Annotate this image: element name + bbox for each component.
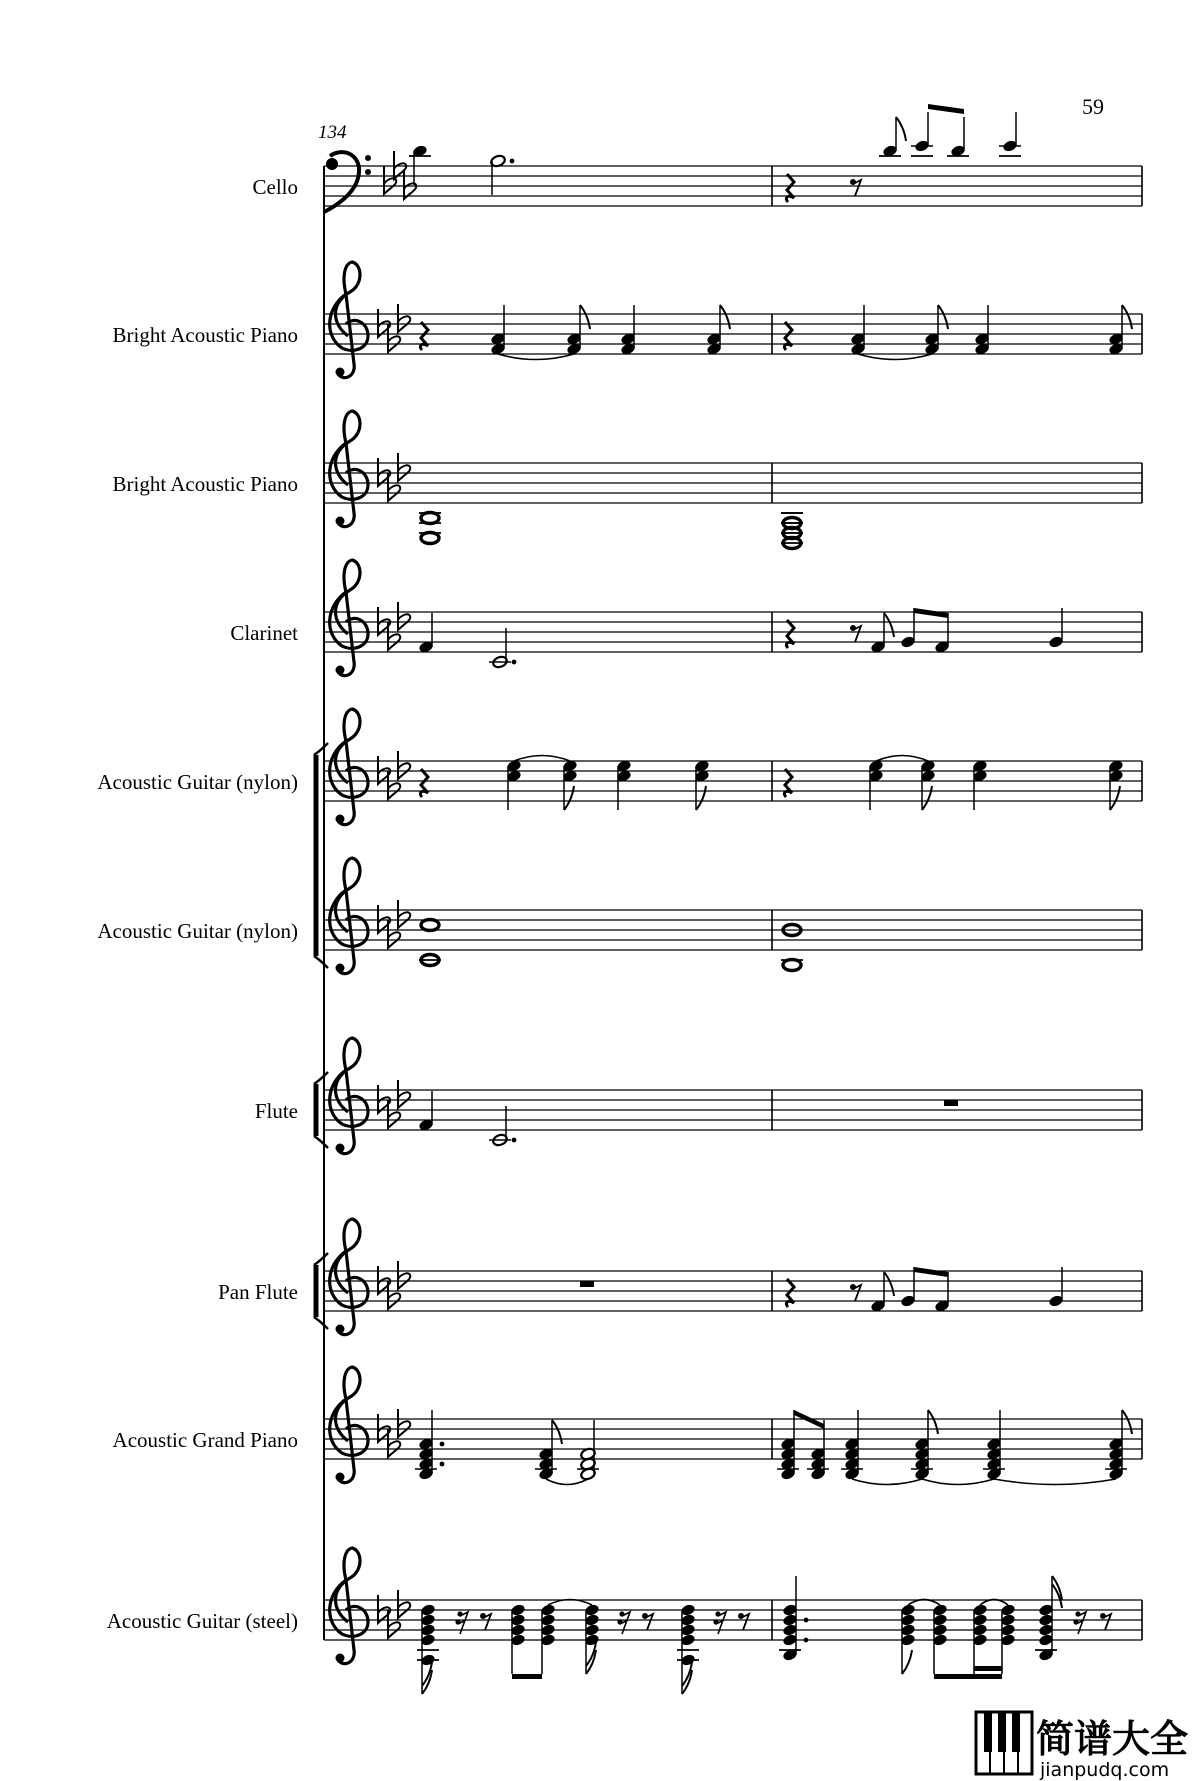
eighth-rest-icon (738, 1613, 749, 1630)
treble-clef-icon (330, 1038, 368, 1154)
watermark-logo-text: 简谱大全 (1036, 1717, 1189, 1761)
staff-nylon-guitar-2 (324, 858, 1142, 974)
eighth-rest-icon (850, 179, 861, 196)
eighth-rest-icon (1100, 1613, 1111, 1630)
staff-label-pan-flute: Pan Flute (218, 1280, 298, 1304)
treble-clef-icon (330, 1219, 368, 1335)
watermark-url: jianpudq.com (1040, 1759, 1170, 1781)
measure-number: 134 (318, 122, 347, 143)
treble-clef-icon (330, 411, 368, 527)
note-flag (720, 305, 730, 329)
bracket-pan-flute-hook (314, 1317, 328, 1329)
whole-note (421, 920, 439, 931)
dot (440, 1442, 445, 1447)
quarter-rest-icon (784, 322, 792, 350)
note-flag (884, 613, 894, 637)
flat-icon (398, 1261, 410, 1289)
dot (804, 1638, 809, 1643)
dot (440, 1462, 445, 1467)
beam (914, 608, 948, 618)
eighth-rest-icon (642, 1613, 653, 1630)
note-flag (1110, 786, 1120, 810)
beam (914, 1267, 948, 1277)
note-flag (884, 1272, 894, 1296)
eighth-rest-icon (850, 625, 861, 642)
tie (514, 756, 570, 762)
notes-layer (409, 104, 1132, 1694)
note-flag (896, 117, 906, 141)
staff-label-cello: Cello (252, 175, 298, 199)
note-flag (564, 786, 574, 810)
note-flag (922, 786, 932, 810)
whole-rest-icon (944, 1100, 958, 1106)
tie (994, 1479, 1116, 1485)
note-flag (696, 786, 706, 810)
staff-flute (324, 1038, 1142, 1154)
note-flag (586, 1650, 596, 1674)
staff-label-nylon-guitar-2: Acoustic Guitar (nylon) (97, 919, 298, 943)
note-flag (1122, 1410, 1132, 1434)
whole-note (421, 513, 439, 524)
staff-nylon-guitar-1 (324, 709, 1142, 825)
bracket-nylon-guitars-hook (314, 956, 328, 968)
note-flag (682, 1670, 692, 1694)
staff-steel-guitar (324, 1548, 1142, 1664)
quarter-rest-icon (420, 769, 428, 797)
tie (858, 354, 932, 360)
staff-label-nylon-guitar-1: Acoustic Guitar (nylon) (97, 770, 298, 794)
treble-clef-icon (330, 858, 368, 974)
staff-label-grand-piano: Acoustic Grand Piano (112, 1428, 298, 1452)
quarter-rest-icon (786, 620, 794, 648)
tie (498, 354, 574, 360)
tie (876, 756, 928, 762)
quarter-rest-icon (420, 322, 428, 350)
dot (804, 1618, 809, 1623)
staff-label-flute: Flute (254, 1099, 298, 1123)
staff-label-steel-guitar: Acoustic Guitar (steel) (106, 1609, 298, 1633)
tie (546, 1479, 588, 1485)
treble-clef-icon (330, 1367, 368, 1483)
treble-clef-icon (330, 262, 368, 378)
beam (934, 1674, 1002, 1679)
staff-cello (324, 151, 1142, 212)
watermark-logo (976, 1712, 1188, 1781)
whole-note (421, 533, 439, 544)
note-flag (1122, 305, 1132, 329)
beam (974, 1666, 1002, 1671)
tie (922, 1479, 994, 1485)
note-flag (580, 305, 590, 329)
note-flag (938, 305, 948, 329)
eighth-rest-icon (480, 1613, 491, 1630)
staff-bright-piano-1 (324, 262, 1142, 378)
flat-icon (398, 1409, 410, 1437)
dot (512, 1138, 517, 1143)
flat-icon (398, 453, 410, 481)
bass-clef-icon (324, 152, 371, 212)
treble-clef-icon (330, 1548, 368, 1664)
staff-label-clarinet: Clarinet (230, 621, 298, 645)
staff-label-bright-piano-2: Bright Acoustic Piano (112, 472, 298, 496)
bracket-flute-hook (314, 1072, 328, 1084)
staff-grand-piano (324, 1367, 1142, 1483)
piano-keys-icon (976, 1712, 1032, 1774)
note-flag (422, 1670, 432, 1694)
page-number: 59 (1082, 94, 1104, 119)
note-flag (1052, 1576, 1062, 1600)
treble-clef-icon (330, 560, 368, 676)
note-flag (552, 1420, 562, 1444)
staves-layer (314, 151, 1142, 1664)
eighth-rest-icon (850, 1284, 861, 1301)
whole-note (783, 960, 801, 971)
staff-bright-piano-2 (324, 411, 1142, 527)
staff-label-bright-piano-1: Bright Acoustic Piano (112, 323, 298, 347)
flat-icon (398, 304, 410, 332)
whole-rest-icon (580, 1281, 594, 1287)
bracket-nylon-guitars-hook (314, 743, 328, 755)
quarter-rest-icon (786, 174, 794, 202)
dot (512, 660, 517, 665)
note-flag (928, 1410, 938, 1434)
flat-icon (398, 751, 410, 779)
beam (512, 1674, 542, 1679)
staff-clarinet (324, 560, 1142, 676)
bracket-flute-hook (314, 1136, 328, 1148)
flat-icon (398, 900, 410, 928)
tie (852, 1479, 922, 1485)
quarter-rest-icon (786, 1279, 794, 1307)
flat-icon (398, 602, 410, 630)
dot (510, 159, 515, 164)
quarter-rest-icon (784, 769, 792, 797)
bracket-pan-flute-hook (314, 1253, 328, 1265)
treble-clef-icon (330, 709, 368, 825)
note-flag (902, 1650, 912, 1674)
flat-icon (398, 1080, 410, 1108)
staff-pan-flute (324, 1219, 1142, 1335)
beam (928, 104, 964, 114)
flat-icon (398, 1590, 410, 1618)
